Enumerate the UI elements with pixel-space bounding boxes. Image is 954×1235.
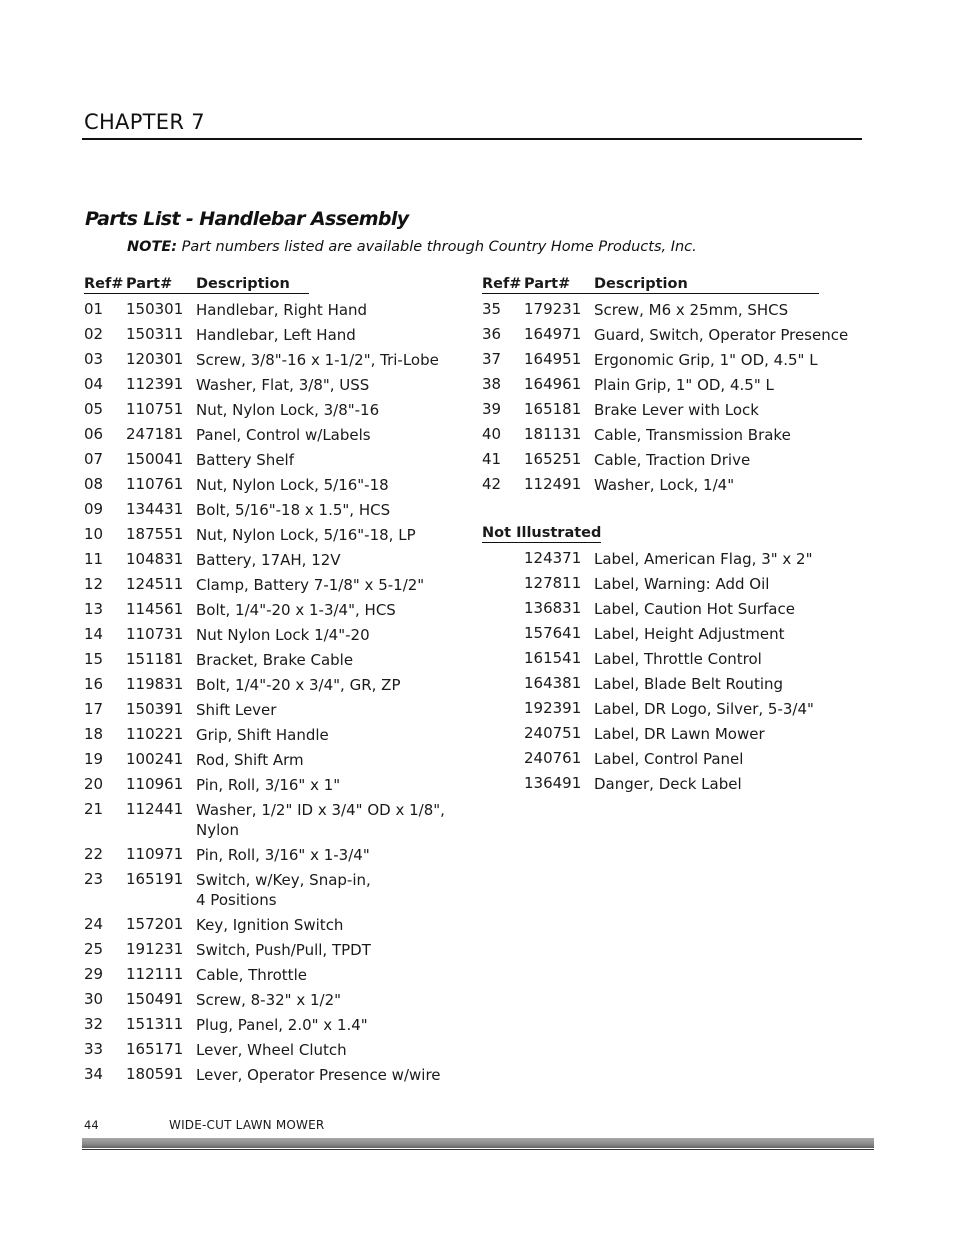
part-number: 240751 bbox=[524, 724, 582, 742]
description-line: Pin, Roll, 3/16" x 1-3/4" bbox=[196, 846, 370, 864]
ref-number: 08 bbox=[84, 475, 104, 493]
part-number: 104831 bbox=[126, 550, 184, 568]
part-description bbox=[196, 700, 276, 720]
part-number: 151181 bbox=[126, 650, 184, 668]
right-header-part: Part# bbox=[524, 276, 571, 292]
ref-number: 24 bbox=[84, 915, 104, 933]
description-line: Plain Grip, 1" OD, 4.5" L bbox=[594, 376, 774, 394]
part-description bbox=[594, 425, 791, 445]
part-description bbox=[594, 300, 788, 320]
ref-number: 12 bbox=[84, 575, 104, 593]
description-line: Clamp, Battery 7-1/8" x 5-1/2" bbox=[196, 576, 425, 594]
part-number: 164951 bbox=[524, 350, 582, 368]
part-description: Label, Height Adjustment bbox=[594, 625, 785, 643]
description-line: Screw, 3/8"-16 x 1-1/2", Tri-Lobe bbox=[196, 351, 439, 369]
part-number: 114561 bbox=[126, 600, 184, 618]
part-description bbox=[196, 400, 379, 420]
description-line: Plug, Panel, 2.0" x 1.4" bbox=[196, 1016, 368, 1034]
right-header-ref: Ref# bbox=[482, 276, 522, 292]
part-number: 181131 bbox=[524, 425, 582, 443]
part-number: 150491 bbox=[126, 990, 184, 1008]
description-line: Lever, Wheel Clutch bbox=[196, 1041, 347, 1059]
description-line: Screw, M6 x 25mm, SHCS bbox=[594, 301, 789, 319]
part-number: 112111 bbox=[126, 965, 184, 983]
ref-number: 32 bbox=[84, 1015, 104, 1033]
part-description bbox=[196, 775, 340, 795]
ref-number: 41 bbox=[482, 450, 502, 468]
part-number: 110961 bbox=[126, 775, 184, 793]
part-description bbox=[196, 845, 370, 865]
left-header-ref: Ref# bbox=[84, 276, 124, 292]
part-number: 179231 bbox=[524, 300, 582, 318]
part-description bbox=[196, 990, 341, 1010]
description-line: Washer, Flat, 3/8", USS bbox=[196, 376, 370, 394]
part-description bbox=[196, 725, 329, 745]
part-number: 150041 bbox=[126, 450, 184, 468]
ref-number: 02 bbox=[84, 325, 104, 343]
chapter-rule bbox=[82, 138, 862, 140]
part-description bbox=[196, 1015, 368, 1035]
description-line: Cable, Throttle bbox=[196, 966, 307, 984]
description-line: Switch, w/Key, Snap-in, bbox=[196, 871, 371, 889]
part-number: 240761 bbox=[524, 749, 582, 767]
note-text: Part numbers listed are available through Country Home Products, Inc. bbox=[177, 239, 697, 255]
footer-page-number: 44 bbox=[84, 1118, 99, 1132]
part-number: 157201 bbox=[126, 915, 184, 933]
ref-number: 13 bbox=[84, 600, 104, 618]
ref-number: 11 bbox=[84, 550, 104, 568]
ref-number: 33 bbox=[84, 1040, 104, 1058]
ref-number: 19 bbox=[84, 750, 104, 768]
part-number: 110731 bbox=[126, 625, 184, 643]
part-number: 161541 bbox=[524, 649, 582, 667]
description-line: Bracket, Brake Cable bbox=[196, 651, 354, 669]
ref-number: 14 bbox=[84, 625, 104, 643]
ref-number: 23 bbox=[84, 870, 104, 888]
ref-number: 07 bbox=[84, 450, 104, 468]
part-number: 150391 bbox=[126, 700, 184, 718]
description-line: Panel, Control w/Labels bbox=[196, 426, 371, 444]
ref-number: 35 bbox=[482, 300, 502, 318]
part-description: Label, Control Panel bbox=[594, 750, 744, 768]
part-description bbox=[196, 350, 439, 370]
part-description bbox=[196, 575, 424, 595]
part-number: 151311 bbox=[126, 1015, 184, 1033]
part-description bbox=[196, 1040, 347, 1060]
part-description bbox=[594, 350, 818, 370]
description-line: Nylon bbox=[196, 821, 239, 839]
description-line: Pin, Roll, 3/16" x 1" bbox=[196, 776, 341, 794]
part-number: 112441 bbox=[126, 800, 184, 818]
part-number: 165251 bbox=[524, 450, 582, 468]
part-number: 110221 bbox=[126, 725, 184, 743]
footer-bar bbox=[82, 1138, 874, 1150]
part-number: 164971 bbox=[524, 325, 582, 343]
part-description bbox=[196, 375, 369, 395]
part-description bbox=[196, 475, 389, 495]
part-description: Label, Throttle Control bbox=[594, 650, 762, 668]
part-number: 150311 bbox=[126, 325, 184, 343]
part-description bbox=[594, 325, 848, 345]
description-line: 4 Positions bbox=[196, 891, 277, 909]
part-number: 165191 bbox=[126, 870, 184, 888]
description-line: Battery, 17AH, 12V bbox=[196, 551, 341, 569]
part-description bbox=[196, 300, 367, 320]
part-number: 112491 bbox=[524, 475, 582, 493]
ref-number: 17 bbox=[84, 700, 104, 718]
part-number: 112391 bbox=[126, 375, 184, 393]
ref-number: 20 bbox=[84, 775, 104, 793]
part-number: 157641 bbox=[524, 624, 582, 642]
ref-number: 04 bbox=[84, 375, 104, 393]
description-line: Cable, Traction Drive bbox=[594, 451, 751, 469]
part-description bbox=[196, 1065, 441, 1085]
ref-number: 03 bbox=[84, 350, 104, 368]
ref-number: 42 bbox=[482, 475, 502, 493]
ref-number: 01 bbox=[84, 300, 104, 318]
description-line: Key, Ignition Switch bbox=[196, 916, 344, 934]
description-line: Battery Shelf bbox=[196, 451, 294, 469]
description-line: Bolt, 1/4"-20 x 1-3/4", HCS bbox=[196, 601, 396, 619]
part-description bbox=[594, 375, 774, 395]
description-line: Nut, Nylon Lock, 3/8"-16 bbox=[196, 401, 380, 419]
part-number: 110971 bbox=[126, 845, 184, 863]
part-description: Label, DR Logo, Silver, 5-3/4" bbox=[594, 700, 814, 718]
left-header-part: Part# bbox=[126, 276, 173, 292]
part-description bbox=[196, 915, 343, 935]
part-number: 164961 bbox=[524, 375, 582, 393]
part-description bbox=[196, 550, 341, 570]
description-line: Handlebar, Left Hand bbox=[196, 326, 356, 344]
description-line: Washer, Lock, 1/4" bbox=[594, 476, 735, 494]
part-number: 134431 bbox=[126, 500, 184, 518]
description-line: Ergonomic Grip, 1" OD, 4.5" L bbox=[594, 351, 818, 369]
description-line: Bolt, 5/16"-18 x 1.5", HCS bbox=[196, 501, 391, 519]
ref-number: 18 bbox=[84, 725, 104, 743]
part-description bbox=[196, 450, 294, 470]
part-description: Label, American Flag, 3" x 2" bbox=[594, 550, 813, 568]
part-description bbox=[196, 870, 371, 910]
part-number: 100241 bbox=[126, 750, 184, 768]
description-line: Nut Nylon Lock 1/4"-20 bbox=[196, 626, 370, 644]
description-line: Screw, 8-32" x 1/2" bbox=[196, 991, 342, 1009]
description-line: Nut, Nylon Lock, 5/16"-18, LP bbox=[196, 526, 416, 544]
part-description: Label, Warning: Add Oil bbox=[594, 575, 770, 593]
part-number: 110761 bbox=[126, 475, 184, 493]
part-description: Label, DR Lawn Mower bbox=[594, 725, 765, 743]
description-line: Rod, Shift Arm bbox=[196, 751, 304, 769]
description-line: Bolt, 1/4"-20 x 3/4", GR, ZP bbox=[196, 676, 401, 694]
description-line: Cable, Transmission Brake bbox=[594, 426, 791, 444]
part-number: 247181 bbox=[126, 425, 184, 443]
part-description bbox=[196, 750, 304, 770]
ref-number: 39 bbox=[482, 400, 502, 418]
part-number: 191231 bbox=[126, 940, 184, 958]
part-description bbox=[594, 400, 759, 420]
part-number: 124511 bbox=[126, 575, 184, 593]
ref-number: 21 bbox=[84, 800, 104, 818]
part-number: 150301 bbox=[126, 300, 184, 318]
ref-number: 34 bbox=[84, 1065, 104, 1083]
part-number: 187551 bbox=[126, 525, 184, 543]
ref-number: 40 bbox=[482, 425, 502, 443]
ref-number: 38 bbox=[482, 375, 502, 393]
footer-title: WIDE-CUT LAWN MOWER bbox=[169, 1118, 325, 1132]
not-illustrated-heading: Not Illustrated bbox=[482, 525, 602, 541]
ref-number: 22 bbox=[84, 845, 104, 863]
ref-number: 05 bbox=[84, 400, 104, 418]
part-number: 136831 bbox=[524, 599, 582, 617]
part-number: 120301 bbox=[126, 350, 184, 368]
part-description bbox=[196, 940, 371, 960]
description-line: Switch, Push/Pull, TPDT bbox=[196, 941, 371, 959]
description-line: Nut, Nylon Lock, 5/16"-18 bbox=[196, 476, 389, 494]
right-header-rule bbox=[482, 293, 819, 294]
part-description bbox=[196, 650, 353, 670]
note-label: NOTE: bbox=[127, 239, 178, 255]
part-description bbox=[196, 500, 390, 520]
chapter-heading: CHAPTER 7 bbox=[84, 110, 205, 134]
part-description bbox=[196, 625, 370, 645]
part-description bbox=[196, 325, 356, 345]
ref-number: 29 bbox=[84, 965, 104, 983]
right-header-desc: Description bbox=[594, 276, 688, 292]
description-line: Guard, Switch, Operator Presence bbox=[594, 326, 849, 344]
ref-number: 16 bbox=[84, 675, 104, 693]
ref-number: 25 bbox=[84, 940, 104, 958]
description-line: Lever, Operator Presence w/wire bbox=[196, 1066, 441, 1084]
part-number: 110751 bbox=[126, 400, 184, 418]
part-description: Label, Caution Hot Surface bbox=[594, 600, 795, 618]
ref-number: 09 bbox=[84, 500, 104, 518]
part-description bbox=[196, 800, 445, 840]
part-number: 127811 bbox=[524, 574, 582, 592]
part-number: 165181 bbox=[524, 400, 582, 418]
description-line: Shift Lever bbox=[196, 701, 277, 719]
part-number: 165171 bbox=[126, 1040, 184, 1058]
left-header-desc: Description bbox=[196, 276, 290, 292]
part-description: Danger, Deck Label bbox=[594, 775, 742, 793]
left-header-rule bbox=[84, 293, 309, 294]
ref-number: 30 bbox=[84, 990, 104, 1008]
part-description bbox=[196, 425, 371, 445]
part-number: 192391 bbox=[524, 699, 582, 717]
part-description: Label, Blade Belt Routing bbox=[594, 675, 784, 693]
part-number: 164381 bbox=[524, 674, 582, 692]
part-description bbox=[594, 450, 750, 470]
part-number: 119831 bbox=[126, 675, 184, 693]
ref-number: 10 bbox=[84, 525, 104, 543]
section-title: Parts List - Handlebar Assembly bbox=[85, 208, 409, 230]
part-number: 136491 bbox=[524, 774, 582, 792]
description-line: Handlebar, Right Hand bbox=[196, 301, 368, 319]
part-description bbox=[594, 475, 734, 495]
part-number: 124371 bbox=[524, 549, 582, 567]
note bbox=[127, 239, 697, 255]
part-number: 180591 bbox=[126, 1065, 184, 1083]
ref-number: 36 bbox=[482, 325, 502, 343]
part-description bbox=[196, 525, 416, 545]
part-description bbox=[196, 600, 396, 620]
description-line: Washer, 1/2" ID x 3/4" OD x 1/8", bbox=[196, 801, 445, 819]
part-description bbox=[196, 965, 307, 985]
ref-number: 15 bbox=[84, 650, 104, 668]
description-line: Brake Lever with Lock bbox=[594, 401, 759, 419]
ref-number: 37 bbox=[482, 350, 502, 368]
description-line: Grip, Shift Handle bbox=[196, 726, 329, 744]
ref-number: 06 bbox=[84, 425, 104, 443]
part-description bbox=[196, 675, 401, 695]
